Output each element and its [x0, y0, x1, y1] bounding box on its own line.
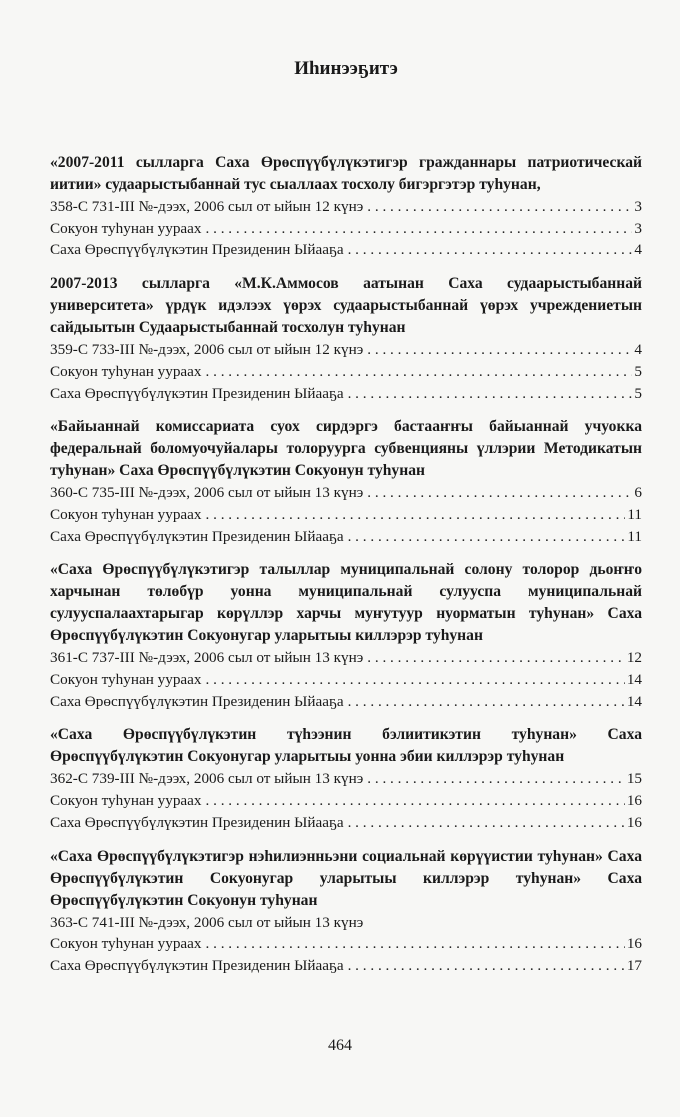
toc-line-text: Сокуон туһунан уураах — [50, 362, 202, 380]
toc-line-text: Саха Өрөспүүбүлүкэтин Президенин Ыйааҕа — [50, 813, 344, 831]
dot-leader — [206, 504, 626, 526]
dot-leader — [367, 482, 632, 504]
toc-line — [50, 482, 642, 504]
toc-line — [50, 933, 642, 955]
toc-line — [50, 383, 642, 405]
toc-line-text: 361-С 737-III №-дээх, 2006 сыл от ыйын 13 күнэ — [50, 649, 364, 667]
dot-leader — [206, 933, 625, 955]
entry-heading: «2007-2011 сылларга Саха Өрөспүүбүлүкэтигэр гражданнары патриотическай иитии» судаарыстыбаннай тус сыаллаах тосхолу бигэргэтэр туһунан, — [50, 154, 642, 193]
toc-line-text: Саха Өрөспүүбүлүкэтин Президенин Ыйааҕа — [50, 956, 344, 974]
toc-line-text: 360-С 735-III №-дээх, 2006 сыл от ыйын 13 күнэ — [50, 484, 364, 502]
toc-line-text: 359-С 733-III №-дээх, 2006 сыл от ыйын 12 күнэ — [50, 341, 364, 359]
toc-line — [50, 504, 642, 526]
toc-page-number: 12 — [626, 649, 642, 667]
dot-leader — [367, 647, 625, 669]
toc-line — [50, 790, 642, 812]
toc-line — [50, 218, 642, 240]
toc-page-number: 11 — [627, 505, 642, 523]
dot-leader — [348, 955, 625, 977]
dot-leader — [206, 669, 625, 691]
toc-line-text: 363-С 741-III №-дээх, 2006 сыл от ыйын 13 күнэ — [50, 913, 364, 931]
toc-page-number: 3 — [634, 219, 642, 237]
toc-page-number: 17 — [626, 956, 642, 974]
toc-line — [50, 239, 642, 261]
toc-line — [50, 526, 642, 548]
entry-heading: «Саха Өрөспүүбүлүкэтин түһээнин бэлиитикэтин туһунан» Саха Өрөспүүбүлүкэтин Сокуонугар уларытыы уонна эбии киллэрэр туһунан — [50, 726, 642, 766]
toc-line — [50, 812, 642, 834]
toc-line-text: Сокуон туһунан уураах — [50, 219, 202, 237]
toc-page-number: 6 — [634, 484, 642, 502]
toc-entry — [50, 846, 642, 977]
toc-line-text: Саха Өрөспүүбүлүкэтин Президенин Ыйааҕа — [50, 384, 344, 402]
toc-page-number: 5 — [634, 362, 642, 380]
dot-leader — [367, 196, 632, 218]
toc-page-number: 14 — [626, 692, 642, 710]
toc-entry — [50, 152, 642, 261]
toc-line — [50, 339, 642, 361]
dot-leader — [348, 691, 625, 713]
dot-leader — [348, 239, 633, 261]
toc-entry — [50, 273, 642, 404]
toc-page-number: 16 — [626, 792, 642, 810]
toc-line — [50, 196, 642, 218]
toc-line — [50, 955, 642, 977]
toc-page-number: 3 — [634, 198, 642, 215]
toc-page-number: 15 — [626, 770, 642, 788]
toc-page-number: 5 — [634, 384, 642, 402]
dot-leader — [206, 790, 625, 812]
entry-heading: 2007-2013 сылларга «М.К.Аммосов аатынан Саха судаарыстыбаннай университета» үрдүк идэлээх үөрэх судаарыстыбаннай үөрэх учреждениетын сайдыытын Судаарыстыбаннай тосхолун туһунан — [50, 275, 642, 337]
toc-line — [50, 691, 642, 713]
toc-line — [50, 361, 642, 383]
toc-line-text: Сокуон туһунан уураах — [50, 671, 202, 689]
dot-leader — [206, 361, 633, 383]
dot-leader — [348, 812, 625, 834]
entry-heading: «Байыаннай комиссариата суох сирдэргэ бастааҥҥы байыаннай учуокка федеральнай боломуочуйалары толоруурга субвенцияны үллэрии Методикатын туһунан» Саха Өрөспүүбүлүкэтин Сокуонун туһунан — [50, 418, 642, 480]
toc-page-number: 16 — [626, 935, 642, 953]
toc-page-number: 11 — [627, 527, 642, 545]
toc-entry — [50, 724, 642, 833]
toc-line-text: Сокуон туһунан уураах — [50, 792, 202, 810]
dot-leader — [367, 339, 632, 361]
page-title: Иһинээҕитэ — [294, 58, 398, 79]
toc-line — [50, 768, 642, 790]
toc-entry — [50, 416, 642, 547]
toc-line-text: Саха Өрөспүүбүлүкэтин Президенин Ыйааҕа — [50, 692, 344, 710]
page-number: 464 — [328, 1037, 352, 1054]
toc-page-number: 14 — [626, 671, 642, 689]
toc-line-text: Сокуон туһунан уураах — [50, 505, 202, 523]
dot-leader — [206, 218, 633, 240]
toc-entry — [50, 559, 642, 712]
toc-page-number: 4 — [634, 241, 642, 259]
dot-leader — [367, 768, 625, 790]
toc-line-text: Саха Өрөспүүбүлүкэтин Президенин Ыйааҕа — [50, 241, 344, 259]
toc-line — [50, 912, 642, 934]
toc-line — [50, 647, 642, 669]
toc-line — [50, 669, 642, 691]
dot-leader — [348, 383, 633, 405]
toc-page-number: 16 — [626, 813, 642, 831]
toc-line-text: Саха Өрөспүүбүлүкэтин Президенин Ыйааҕа — [50, 527, 344, 545]
toc-line-text: 362-С 739-III №-дээх, 2006 сыл от ыйын 13 күнэ — [50, 770, 364, 788]
toc-line-text: 358-С 731-III №-дээх, 2006 сыл от ыйын 12 күнэ — [50, 198, 364, 215]
toc-page-number: 4 — [634, 341, 642, 359]
entry-heading: «Саха Өрөспүүбүлүкэтигэр талыллар муниципальнай солону толорор дьоҥҥо харчынан төлөбүр уонна муниципальнай сулууспа муниципальнай сулууспалаахтарыгар көрүллэр харчы муҥутуур нуорматын туһунан» Саха Өрөспүүбүлүкэтин Сокуонугар уларытыы киллэрэр туһунан — [50, 561, 642, 645]
entry-heading: «Саха Өрөспүүбүлүкэтигэр нэһилиэнньэни социальнай көрүүистии туһунан» Саха Өрөспүүбүлүкэтин Сокуонугар уларытыы киллэрэр туһунан» Саха Өрөспүүбүлүкэтин Сокуонун туһунан — [50, 847, 642, 909]
dot-leader — [348, 526, 626, 548]
toc-line-text: Сокуон туһунан уураах — [50, 935, 202, 953]
